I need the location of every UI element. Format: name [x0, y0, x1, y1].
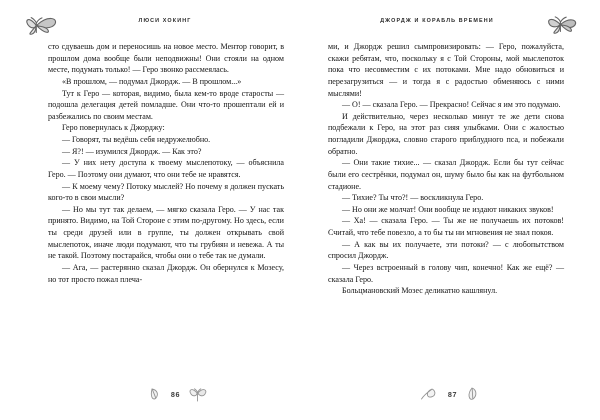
- paragraph: Геро повернулась к Джорджу:: [62, 123, 165, 133]
- paragraph: ми, и Джордж решил сымпровизировать: — Геро, пожалуйста, скажи ребятам, что, поскольку я с Той Стороны, мой мыслепоток пока что несовместим с их потоками. Мне надо обновиться и перезагрузиться — и тогда я с радостью обменяюсь с ними мыслями!: [328, 42, 564, 98]
- paragraph: — Я?! — изумился Джордж. — Как это?: [62, 146, 202, 156]
- paragraph: — Тихие? Ты что?! — воскликнула Геро.: [342, 193, 484, 203]
- paragraph: Больцмановский Мозес деликатно кашлянул.: [342, 286, 498, 296]
- paragraph: — Через встроенный в голову чип, конечно! Как же ещё? — сказала Геро.: [328, 262, 564, 284]
- leaf-ornament-folio-right: [465, 387, 480, 401]
- paragraph: — К моему чему? Потоку мыслей? Но почему я должен пускать кого-то в свои мысли?: [48, 181, 284, 203]
- paragraph: — Они такие тихие... — сказал Джордж. Если бы тут сейчас были его сестрёнки, подумал он, шуму было бы как на футбольном стадионе.: [328, 158, 564, 191]
- left-page-text-column: [48, 41, 284, 285]
- paragraph: сто сдуваешь дом и переносишь на новое место. Ментор говорит, в прошлом дома вообще были неподвижны! Они стояли на одном месте, подумать только! — Геро звонко рассмеялась.: [48, 42, 284, 75]
- paragraph: «В прошлом, — подумал Джордж. — В прошлом...»: [62, 76, 242, 86]
- paragraph: — Ага, — растерянно сказал Джордж. Он обернулся к Мозесу, но тот просто пожал плеча-: [48, 262, 284, 284]
- page-number-right: 87: [447, 389, 458, 399]
- butterfly-ornament-folio-left: [188, 386, 208, 402]
- right-page: [300, 0, 600, 420]
- running-head-right: ДЖОРДЖ И КОРАБЛЬ ВРЕМЕНИ: [380, 18, 494, 24]
- paragraph: И действительно, через несколько минут те же дети снова подбежали к Геро, на этот раз сияя улыбками. Они с жалостью погладили Джорджа, словно старого приблудного пса, и побежали обратно.: [328, 111, 564, 156]
- paragraph: — Но мы тут так делаем, — мягко сказала Геро. — У нас так принято. Видимо, на Той Стороне с этим по-другому. Но здесь, если ты среди друзей или в группе, ты должен открывать свой мыслепоток, иначе люди подумают, что ты грубиян и невежа. А ты не такой. Поэтому постарайся, чтобы они о тебе так не думали.: [48, 204, 284, 261]
- paragraph: — Но они же молчат! Они вообще не издают никаких звуков!: [342, 204, 554, 214]
- folio-right: [300, 386, 600, 402]
- leaf-ornament: [148, 387, 163, 401]
- running-head-left: ЛЮСИ ХОКИНГ: [138, 18, 192, 24]
- folio-left: [0, 386, 328, 402]
- butterfly-ornament-top-right: [538, 9, 582, 39]
- butterfly-ornament-top-left: [22, 9, 66, 39]
- right-page-text-column: [328, 41, 564, 297]
- page-number-left: 86: [170, 389, 181, 399]
- paragraph: — У них нету доступа к твоему мыслепотоку, — объяснила Геро. — Поэтому они думают, что они тебе не нравятся.: [48, 158, 284, 179]
- paragraph: — Говорят, ты ведёшь себя недружелюбно.: [62, 135, 211, 144]
- paragraph: — О! — сказала Геро. — Прекрасно! Сейчас я им это подумаю.: [342, 100, 561, 110]
- paragraph: Тут к Геро — которая, видимо, была кем-то вроде старосты — подошла делегация детей помладше. Они что-то прошептали ей и разбежались по своим местам.: [48, 88, 284, 121]
- leaf-ornament-folio-left: [420, 386, 440, 402]
- paragraph: — Ха! — сказала Геро. — Ты же не получаешь их потоков! Считай, что тебе повезло, а то бы ты ни мгновения не знал покоя.: [328, 216, 564, 237]
- paragraph: — А как вы их получаете, эти потоки? — с любопытством спросил Джордж.: [328, 239, 564, 261]
